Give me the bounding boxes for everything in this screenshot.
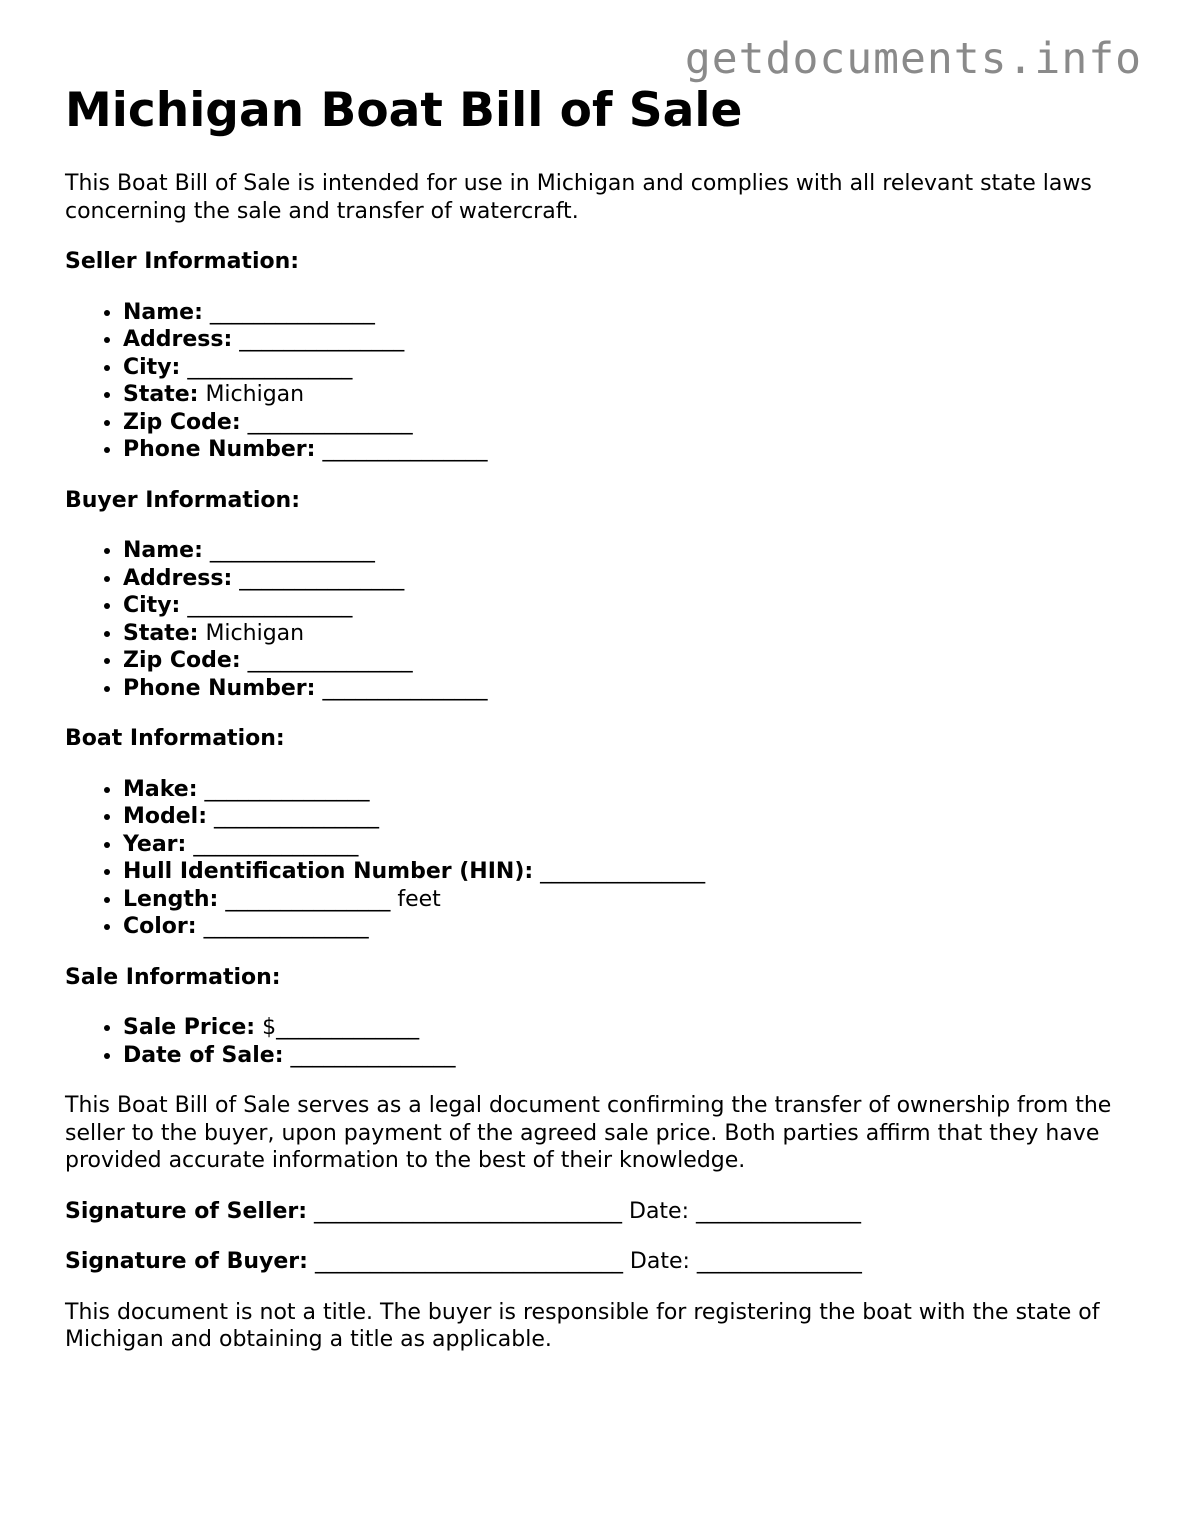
intro-paragraph: This Boat Bill of Sale is intended for use in Michigan and complies with all relevant state laws concerning the sale and transfer of watercraft. bbox=[65, 171, 1092, 224]
boat-model-item: • Model: _______________ bbox=[123, 803, 1125, 831]
buyer-section-heading: Buyer Information: bbox=[65, 487, 300, 513]
sale-price-item: • Sale Price: $_____________ bbox=[123, 1014, 1125, 1042]
seller-info-list bbox=[65, 299, 1125, 464]
boat-year-item: • Year: _______________ bbox=[123, 831, 1125, 859]
seller-name-item: • Name: _______________ bbox=[123, 299, 1125, 327]
seller-zip-item: • Zip Code: _______________ bbox=[123, 409, 1125, 437]
seller-city-item: • City: _______________ bbox=[123, 354, 1125, 382]
sale-date-item: • Date of Sale: _______________ bbox=[123, 1042, 1125, 1070]
boat-info-list bbox=[65, 776, 1125, 941]
sale-section-heading: Sale Information: bbox=[65, 964, 281, 990]
document-page bbox=[65, 84, 1125, 1377]
seller-section-heading: Seller Information: bbox=[65, 249, 300, 275]
boat-length-item: • Length: _______________ feet bbox=[123, 886, 1125, 914]
buyer-phone-item: • Phone Number: _______________ bbox=[123, 675, 1125, 703]
sale-info-list bbox=[65, 1014, 1125, 1069]
watermark-logo: getdocuments.info bbox=[684, 34, 1142, 84]
buyer-zip-item: • Zip Code: _______________ bbox=[123, 647, 1125, 675]
buyer-state-item: • State: Michigan bbox=[123, 620, 1125, 648]
boat-hin-item: • Hull Identification Number (HIN): _______________ bbox=[123, 858, 1125, 886]
seller-signature-line: Signature of Seller: ____________________________ Date: _______________ bbox=[65, 1198, 861, 1224]
buyer-name-item: • Name: _______________ bbox=[123, 537, 1125, 565]
boat-make-item: • Make: _______________ bbox=[123, 776, 1125, 804]
boat-section-heading: Boat Information: bbox=[65, 726, 285, 752]
seller-phone-item: • Phone Number: _______________ bbox=[123, 436, 1125, 464]
buyer-signature-line: Signature of Buyer: ____________________________ Date: _______________ bbox=[65, 1249, 862, 1275]
seller-state-item: • State: Michigan bbox=[123, 381, 1125, 409]
boat-color-item: • Color: _______________ bbox=[123, 913, 1125, 941]
legal-paragraph: This Boat Bill of Sale serves as a legal document confirming the transfer of ownership from the seller to the buyer, upon payment of the agreed sale price. Both parties affirm that they have provided accurate information to the best of their knowledge. bbox=[65, 1093, 1112, 1174]
buyer-address-item: • Address: _______________ bbox=[123, 565, 1125, 593]
footer-note: This document is not a title. The buyer is responsible for registering the boat with the state of Michigan and obtaining a title as applicable. bbox=[65, 1299, 1100, 1353]
seller-address-item: • Address: _______________ bbox=[123, 326, 1125, 354]
buyer-city-item: • City: _______________ bbox=[123, 592, 1125, 620]
document-title: Michigan Boat Bill of Sale bbox=[65, 83, 743, 138]
buyer-info-list bbox=[65, 537, 1125, 702]
